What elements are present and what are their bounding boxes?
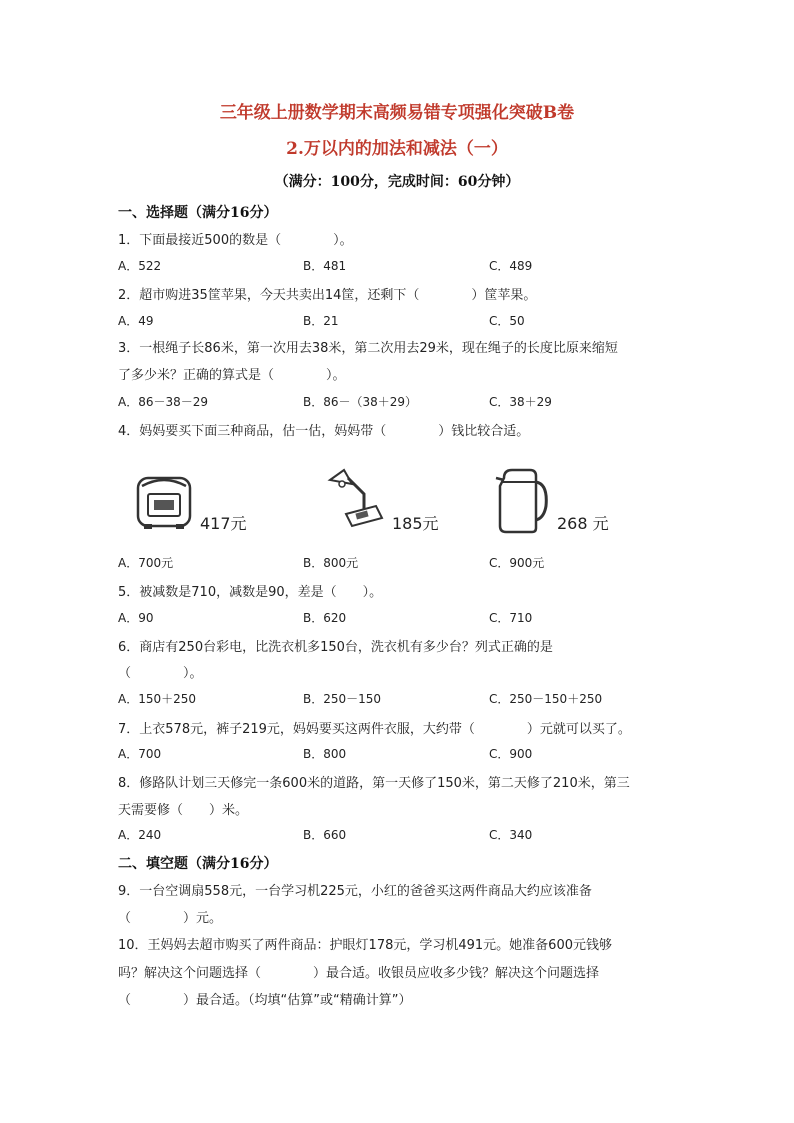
q4-option-b: B．800元 <box>303 556 359 570</box>
question-3-line2: 了多少米？正确的算式是（ ）。 <box>118 368 346 383</box>
question-5: 5．被减数是710，减数是90，差是（ ）。 <box>118 585 383 600</box>
q2-option-c: C．50 <box>489 314 525 328</box>
question-9-line1: 9．一台空调扇558元，一台学习机225元，小红的爸爸买这两件商品大约应该准备 <box>118 884 592 899</box>
question-1: 1．下面最接近500的数是（ ）。 <box>118 233 353 248</box>
worksheet-subtitle: 2.万以内的加法和减法（一） <box>286 139 508 159</box>
rice-cooker-icon <box>134 470 194 532</box>
question-8-line2: 天需要修（ ）米。 <box>118 803 249 818</box>
q3-option-a: A．86－38－29 <box>118 395 209 409</box>
q8-option-a: A．240 <box>118 828 162 842</box>
section2-heading: 二、填空题（满分16分） <box>118 856 278 872</box>
q6-option-a: A．150＋250 <box>118 692 197 706</box>
desk-lamp-icon <box>326 466 384 530</box>
question-4: 4．妈妈要买下面三种商品，估一估，妈妈带（ ）钱比较合适。 <box>118 424 530 439</box>
question-3-line1: 3．一根绳子长86米，第一次用去38米，第二次用去29米，现在绳子的长度比原来缩短 <box>118 341 618 356</box>
kettle-price: 268 元 <box>557 514 609 533</box>
question-6-line1: 6．商店有250台彩电，比洗衣机多150台，洗衣机有多少台？列式正确的是 <box>118 640 553 655</box>
score-info: （满分：100分，完成时间：60分钟） <box>274 174 520 190</box>
q1-option-a: A．522 <box>118 259 162 273</box>
question-10-line3: （ ）最合适。（均填“估算”或“精确计算”） <box>118 993 412 1008</box>
rice-cooker-price: 417元 <box>200 514 247 533</box>
q5-option-c: C．710 <box>489 611 533 625</box>
q7-option-a: A．700 <box>118 747 162 761</box>
question-6-line2: （ ）。 <box>118 666 203 681</box>
q5-option-a: A．90 <box>118 611 154 625</box>
question-8-line1: 8．修路队计划三天修完一条600米的道路，第一天修了150米，第二天修了210米，第三 <box>118 776 630 791</box>
q3-option-b: B．86－（38＋29） <box>303 395 418 409</box>
q8-option-c: C．340 <box>489 828 533 842</box>
desk-lamp-price: 185元 <box>392 514 439 533</box>
question-10-line1: 10．王妈妈去超市购买了两件商品：护眼灯178元，学习机491元。她准备600元钱够 <box>118 938 612 953</box>
worksheet-title: 三年级上册数学期末高频易错专项强化突破B卷 <box>219 103 575 123</box>
q6-option-b: B．250－150 <box>303 692 382 706</box>
q1-option-b: B．481 <box>303 259 347 273</box>
question-2: 2．超市购进35筐苹果，今天共卖出14筐，还剩下（ ）筐苹果。 <box>118 288 537 303</box>
question-10-line2: 吗？解决这个问题选择（ ）最合适。收银员应收多少钱？解决这个问题选择 <box>118 966 600 981</box>
q7-option-c: C．900 <box>489 747 533 761</box>
q2-option-b: B．21 <box>303 314 339 328</box>
kettle-icon <box>494 466 552 534</box>
q4-option-c: C．900元 <box>489 556 545 570</box>
section1-heading: 一、选择题（满分16分） <box>118 205 278 221</box>
q7-option-b: B．800 <box>303 747 347 761</box>
q6-option-c: C．250－150＋250 <box>489 692 603 706</box>
q2-option-a: A．49 <box>118 314 154 328</box>
q4-option-a: A．700元 <box>118 556 174 570</box>
q3-option-c: C．38＋29 <box>489 395 552 409</box>
q5-option-b: B．620 <box>303 611 347 625</box>
question-7: 7．上衣578元，裤子219元，妈妈要买这两件衣服，大约带（ ）元就可以买了。 <box>118 722 631 737</box>
q1-option-c: C．489 <box>489 259 533 273</box>
q8-option-b: B．660 <box>303 828 347 842</box>
question-9-line2: （ ）元。 <box>118 911 223 926</box>
